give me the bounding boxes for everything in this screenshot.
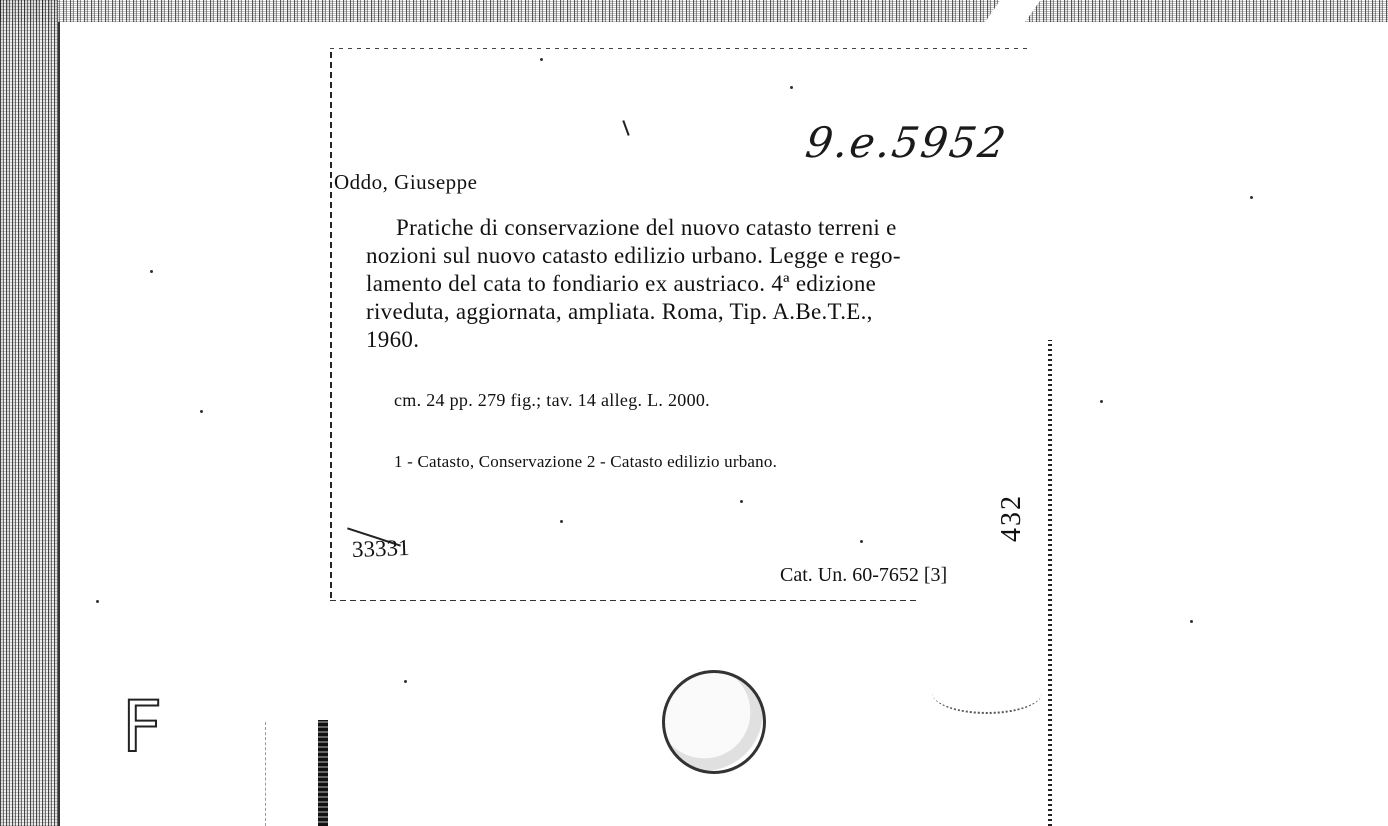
lower-left-bar bbox=[318, 720, 328, 826]
scan-speck bbox=[860, 540, 863, 543]
scan-speck bbox=[150, 270, 153, 273]
scan-speck bbox=[1250, 196, 1253, 199]
tick-mark bbox=[622, 120, 629, 136]
catalog-reference: Cat. Un. 60-7652 [3] bbox=[780, 564, 948, 586]
handwritten-shelfmark: 9.e.5952 bbox=[802, 118, 1011, 167]
card-title-block bbox=[366, 214, 1028, 354]
scan-speck bbox=[790, 86, 793, 89]
hole-punch-icon bbox=[662, 670, 766, 774]
scan-speck bbox=[404, 680, 407, 683]
smudge-mark bbox=[932, 672, 1042, 714]
scan-speck bbox=[96, 600, 99, 603]
left-rule-line bbox=[58, 22, 60, 826]
title-line: lamento del cata to fondiario ex austriaco. 4ª edizione bbox=[366, 271, 877, 296]
scan-speck bbox=[200, 410, 203, 413]
scan-speck bbox=[1190, 620, 1193, 623]
scan-speck bbox=[540, 58, 543, 61]
card-right-edge bbox=[1048, 340, 1052, 826]
card-left-edge bbox=[330, 48, 332, 598]
card-subjects: 1 - Catasto, Conservazione 2 - Catasto edilizio urbano. bbox=[394, 452, 778, 471]
scan-speck bbox=[560, 520, 563, 523]
side-number: 432 bbox=[996, 494, 1027, 542]
title-line: riveduta, aggiornata, ampliata. Roma, Tip. A.Be.T.E., bbox=[366, 299, 873, 324]
card-top-edge bbox=[330, 48, 1030, 49]
card-collation: cm. 24 pp. 279 fig.; tav. 14 alleg. L. 2000. bbox=[394, 390, 710, 410]
card-bottom-edge bbox=[330, 600, 920, 601]
scan-speck bbox=[1100, 400, 1103, 403]
card-author: Oddo, Giuseppe bbox=[334, 170, 478, 194]
scan-top-border bbox=[0, 0, 1388, 22]
stamp-letter: F bbox=[122, 686, 163, 768]
accession-number: 33331 bbox=[351, 535, 410, 562]
title-line: 1960. bbox=[366, 327, 420, 352]
title-line: Pratiche di conservazione del nuovo catasto terreni e bbox=[396, 215, 897, 240]
title-line: nozioni sul nuovo catasto edilizio urbano. Legge e rego- bbox=[366, 243, 901, 268]
scan-speck bbox=[740, 500, 743, 503]
scan-left-border bbox=[0, 0, 58, 826]
lower-left-box bbox=[265, 722, 318, 826]
